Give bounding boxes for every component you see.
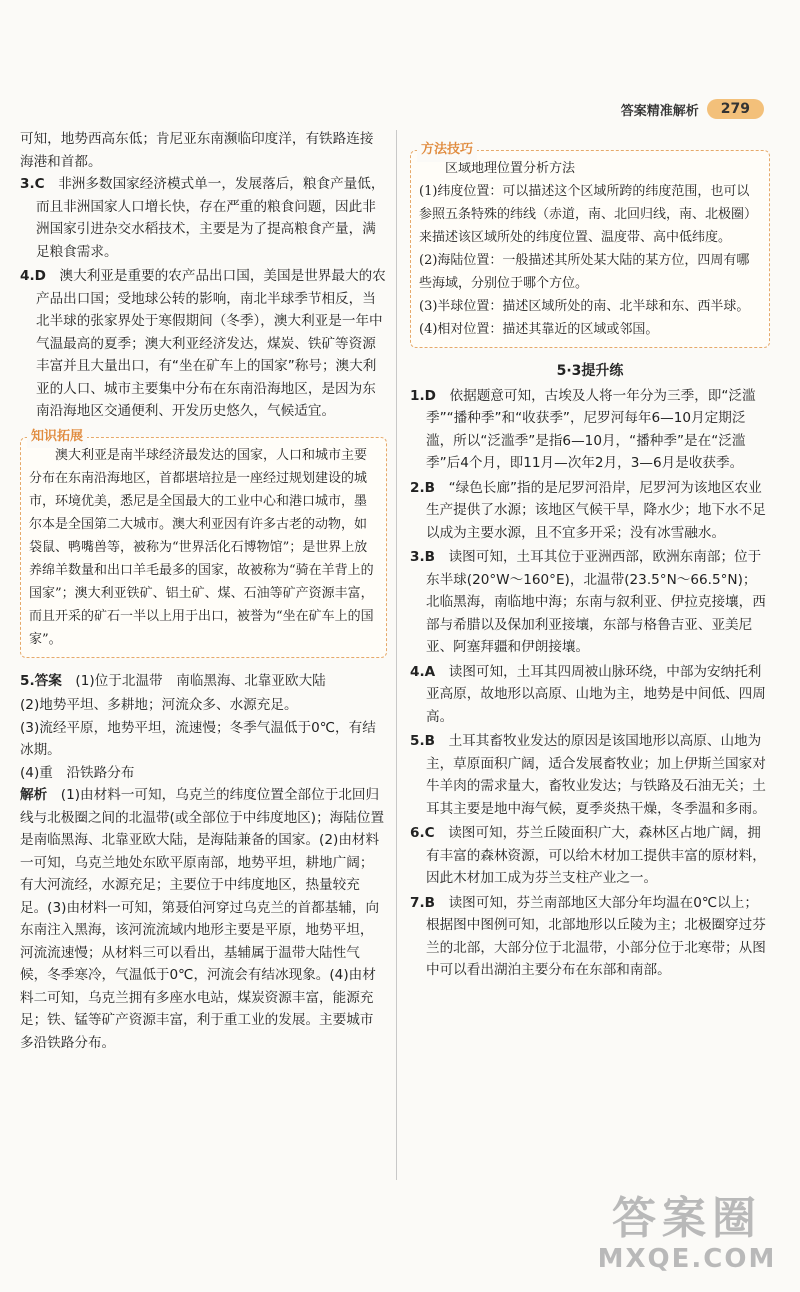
answer-r2	[410, 477, 770, 545]
analysis-text: (1)由材料一可知，乌克兰的纬度位置全部位于北回归线与北极圈之间的北温带(或全部位于中纬度地区)；海陆位置是南临黑海、北靠亚欧大陆，是海陆兼备的国家。(2)由材料一可知，乌克兰地处东欧平原南部，地势平坦，耕地广阔；有大河流经，水源充足；主要位于中纬度地区，热量较充足。(3)由材料一可知，第聂伯河穿过乌克兰的首都基辅，向东南注入黑海，该河流流域内地形主要是平原，地势平坦，河流流速慢；从材料三可以看出，基辅属于温带大陆性气候，冬季寒冷，气温低于0℃，河流会有结冰现象。(4)由材料二可知，乌克兰拥有多座水电站，煤炭资源丰富，能源充足；铁、锰等矿产资源丰富，利于重工业的发展。主要城市多沿铁路分布。	[20, 787, 385, 1051]
answer-r6	[410, 822, 770, 890]
method-item-1: (1)纬度位置：可以描述这个区域所跨的纬度范围，也可以参照五条特殊的纬线（赤道，南、北回归线，南、北极圈）来描述该区域所处的纬度位置、温度带、高中低纬度。	[419, 184, 758, 245]
left-column	[20, 128, 387, 1054]
answer-r7	[410, 892, 770, 982]
answer-r5	[410, 730, 770, 820]
answer-r1	[410, 385, 770, 475]
answer-r4-number: 4.A	[410, 663, 436, 680]
method-box-title: 方法技巧	[417, 139, 477, 162]
answer-r1-text: 依据题意可知，古埃及人将一年分为三季，即“泛滥季”“播种季”和“收获季”，尼罗河每年6—10月定期泛滥，所以“泛滥季”是指6—10月，“播种季”是在“泛滥季”后4个月，即11月—次年2月，3—6月是收获季。	[426, 387, 756, 471]
answer-5-part-3: (3)流经平原，地势平坦，流速慢；冬季气温低于0℃，有结冰期。	[20, 719, 376, 758]
answer-4-number: 4.D	[20, 268, 46, 284]
answer-3	[20, 173, 387, 263]
analysis-label: 解析	[20, 787, 48, 803]
answer-4	[20, 265, 387, 423]
watermark-line-2: MXQE.COM	[597, 1244, 777, 1274]
page-number: 279	[707, 99, 764, 119]
answer-r5-number: 5.B	[410, 733, 435, 749]
answer-r4	[410, 661, 770, 729]
method-item-4: (4)相对位置：描述其靠近的区域或邻国。	[419, 322, 659, 337]
answer-r2-text: “绿色长廊”指的是尼罗河沿岸，尼罗河为该地区农业生产提供了水源；该地区气候干旱，降水少；地下水不足以成为主要水源，且不宜多开采；没有冰雪融水。	[426, 479, 766, 541]
answer-5-number: 5.答案	[20, 672, 62, 689]
method-box	[410, 142, 770, 348]
knowledge-box	[20, 428, 387, 658]
answer-5-part-1: (1)位于北温带 南临黑海、北靠亚欧大陆	[75, 672, 326, 689]
answer-4-text: 澳大利亚是重要的农产品出口国，美国是世界最大的农产品出口国；受地球公转的影响，南北半球季节相反，当北半球的张家界处于寒假期间（冬季），澳大利亚是一年中气温最高的夏季；澳大利亚经济发达，煤炭、铁矿等资源丰富并且大量出口，有“坐在矿车上的国家”称号；澳大利亚的人口、城市主要集中分布在东南沿海地区，是因为东南沿海地区交通便利、开发历史悠久，气候适宜。	[36, 268, 386, 419]
method-item-2: (2)海陆位置：一般描述其所处某大陆的某方位，四周有哪些海域，分别位于哪个方位。	[419, 253, 750, 291]
answer-r3	[410, 546, 770, 659]
method-box-heading: 区域地理位置分析方法	[445, 161, 576, 176]
analysis	[20, 784, 387, 1054]
section-title: 5·3提升练	[556, 363, 624, 379]
right-column	[410, 128, 770, 984]
knowledge-box-title: 知识拓展	[27, 426, 87, 449]
answer-5	[20, 670, 387, 693]
answer-r7-text: 读图可知，芬兰南部地区大部分年均温在0℃以上；根据图中图例可知，北部地形以丘陵为主；北极圈穿过芬兰的北部，大部分位于北温带，小部分位于北寒带；从图中可以看出湖泊主要分布在东部和南部。	[426, 894, 766, 978]
watermark-line-1: 答案圈	[612, 1193, 762, 1244]
knowledge-box-text: 澳大利亚是南半球经济最发达的国家，人口和城市主要分布在东南沿海地区，首都堪培拉是一座经过规划建设的城市，环境优美，悉尼是全国最大的工业中心和港口城市，墨尔本是全国第二大城市。澳大利亚因有许多古老的动物，如袋鼠、鸭嘴兽等，被称为“世界活化石博物馆”；是世界上放养绵羊数量和出口羊毛最多的国家，故被称为“骑在羊背上的国家”；澳大利亚铁矿、铝土矿、煤、石油等矿产资源丰富，而且开采的矿石一半以上用于出口，被誉为“坐在矿车上的国家”。	[29, 447, 374, 647]
answer-continuation: 可知，地势西高东低；肯尼亚东南濒临印度洋，有铁路连接海港和首都。	[20, 131, 374, 170]
answer-r3-number: 3.B	[410, 549, 435, 565]
header-section-title: 答案精准解析	[620, 103, 699, 119]
answer-5-part-4: (4)重 沿铁路分布	[20, 764, 135, 781]
answer-r4-text: 读图可知，土耳其四周被山脉环绕，中部为安纳托利亚高原，故地形以高原、山地为主，地势是中间低、四周高。	[426, 663, 766, 725]
answer-5-part-2: (2)地势平坦、多耕地；河流众多、水源充足。	[20, 697, 298, 713]
answer-3-text: 非洲多数国家经济模式单一，发展落后，粮食产量低，而且非洲国家人口增长快，存在严重的粮食问题，因此非洲国家引进杂交水稻技术，主要是为了提高粮食产量，满足粮食需求。	[36, 176, 385, 260]
answer-r2-number: 2.B	[410, 479, 435, 496]
watermark-logo	[592, 1194, 782, 1284]
answer-r6-number: 6.C	[410, 825, 435, 841]
answer-r1-number: 1.D	[410, 387, 436, 404]
answer-r6-text: 读图可知，芬兰丘陵面积广大，森林区占地广阔，拥有丰富的森林资源，可以给木材加工提供丰富的原材料，因此木材加工成为芬兰支柱产业之一。	[426, 825, 766, 886]
answer-r5-text: 土耳其畜牧业发达的原因是该国地形以高原、山地为主，草原面积广阔，适合发展畜牧业；加上伊斯兰国家对牛羊肉的需求量大，畜牧业发达；与铁路及石油无关；土耳其主要是地中海气候，夏季炎热干燥，冬季温和多雨。	[426, 733, 766, 817]
answer-r7-number: 7.B	[410, 894, 435, 911]
answer-3-number: 3.C	[20, 176, 45, 192]
method-item-3: (3)半球位置：描述区域所处的南、北半球和东、西半球。	[419, 299, 750, 314]
column-divider	[396, 130, 397, 1180]
answer-r3-text: 读图可知，土耳其位于亚洲西部，欧洲东南部；位于东半球(20°W～160°E)，北温带(23.5°N～66.5°N)；北临黑海，南临地中海；东南与叙利亚、伊拉克接壤，西部与希腊以及保加利亚接壤，东部与格鲁吉亚、亚美尼亚、阿塞拜疆和伊朗接壤。	[426, 549, 766, 655]
page-header	[621, 96, 764, 122]
